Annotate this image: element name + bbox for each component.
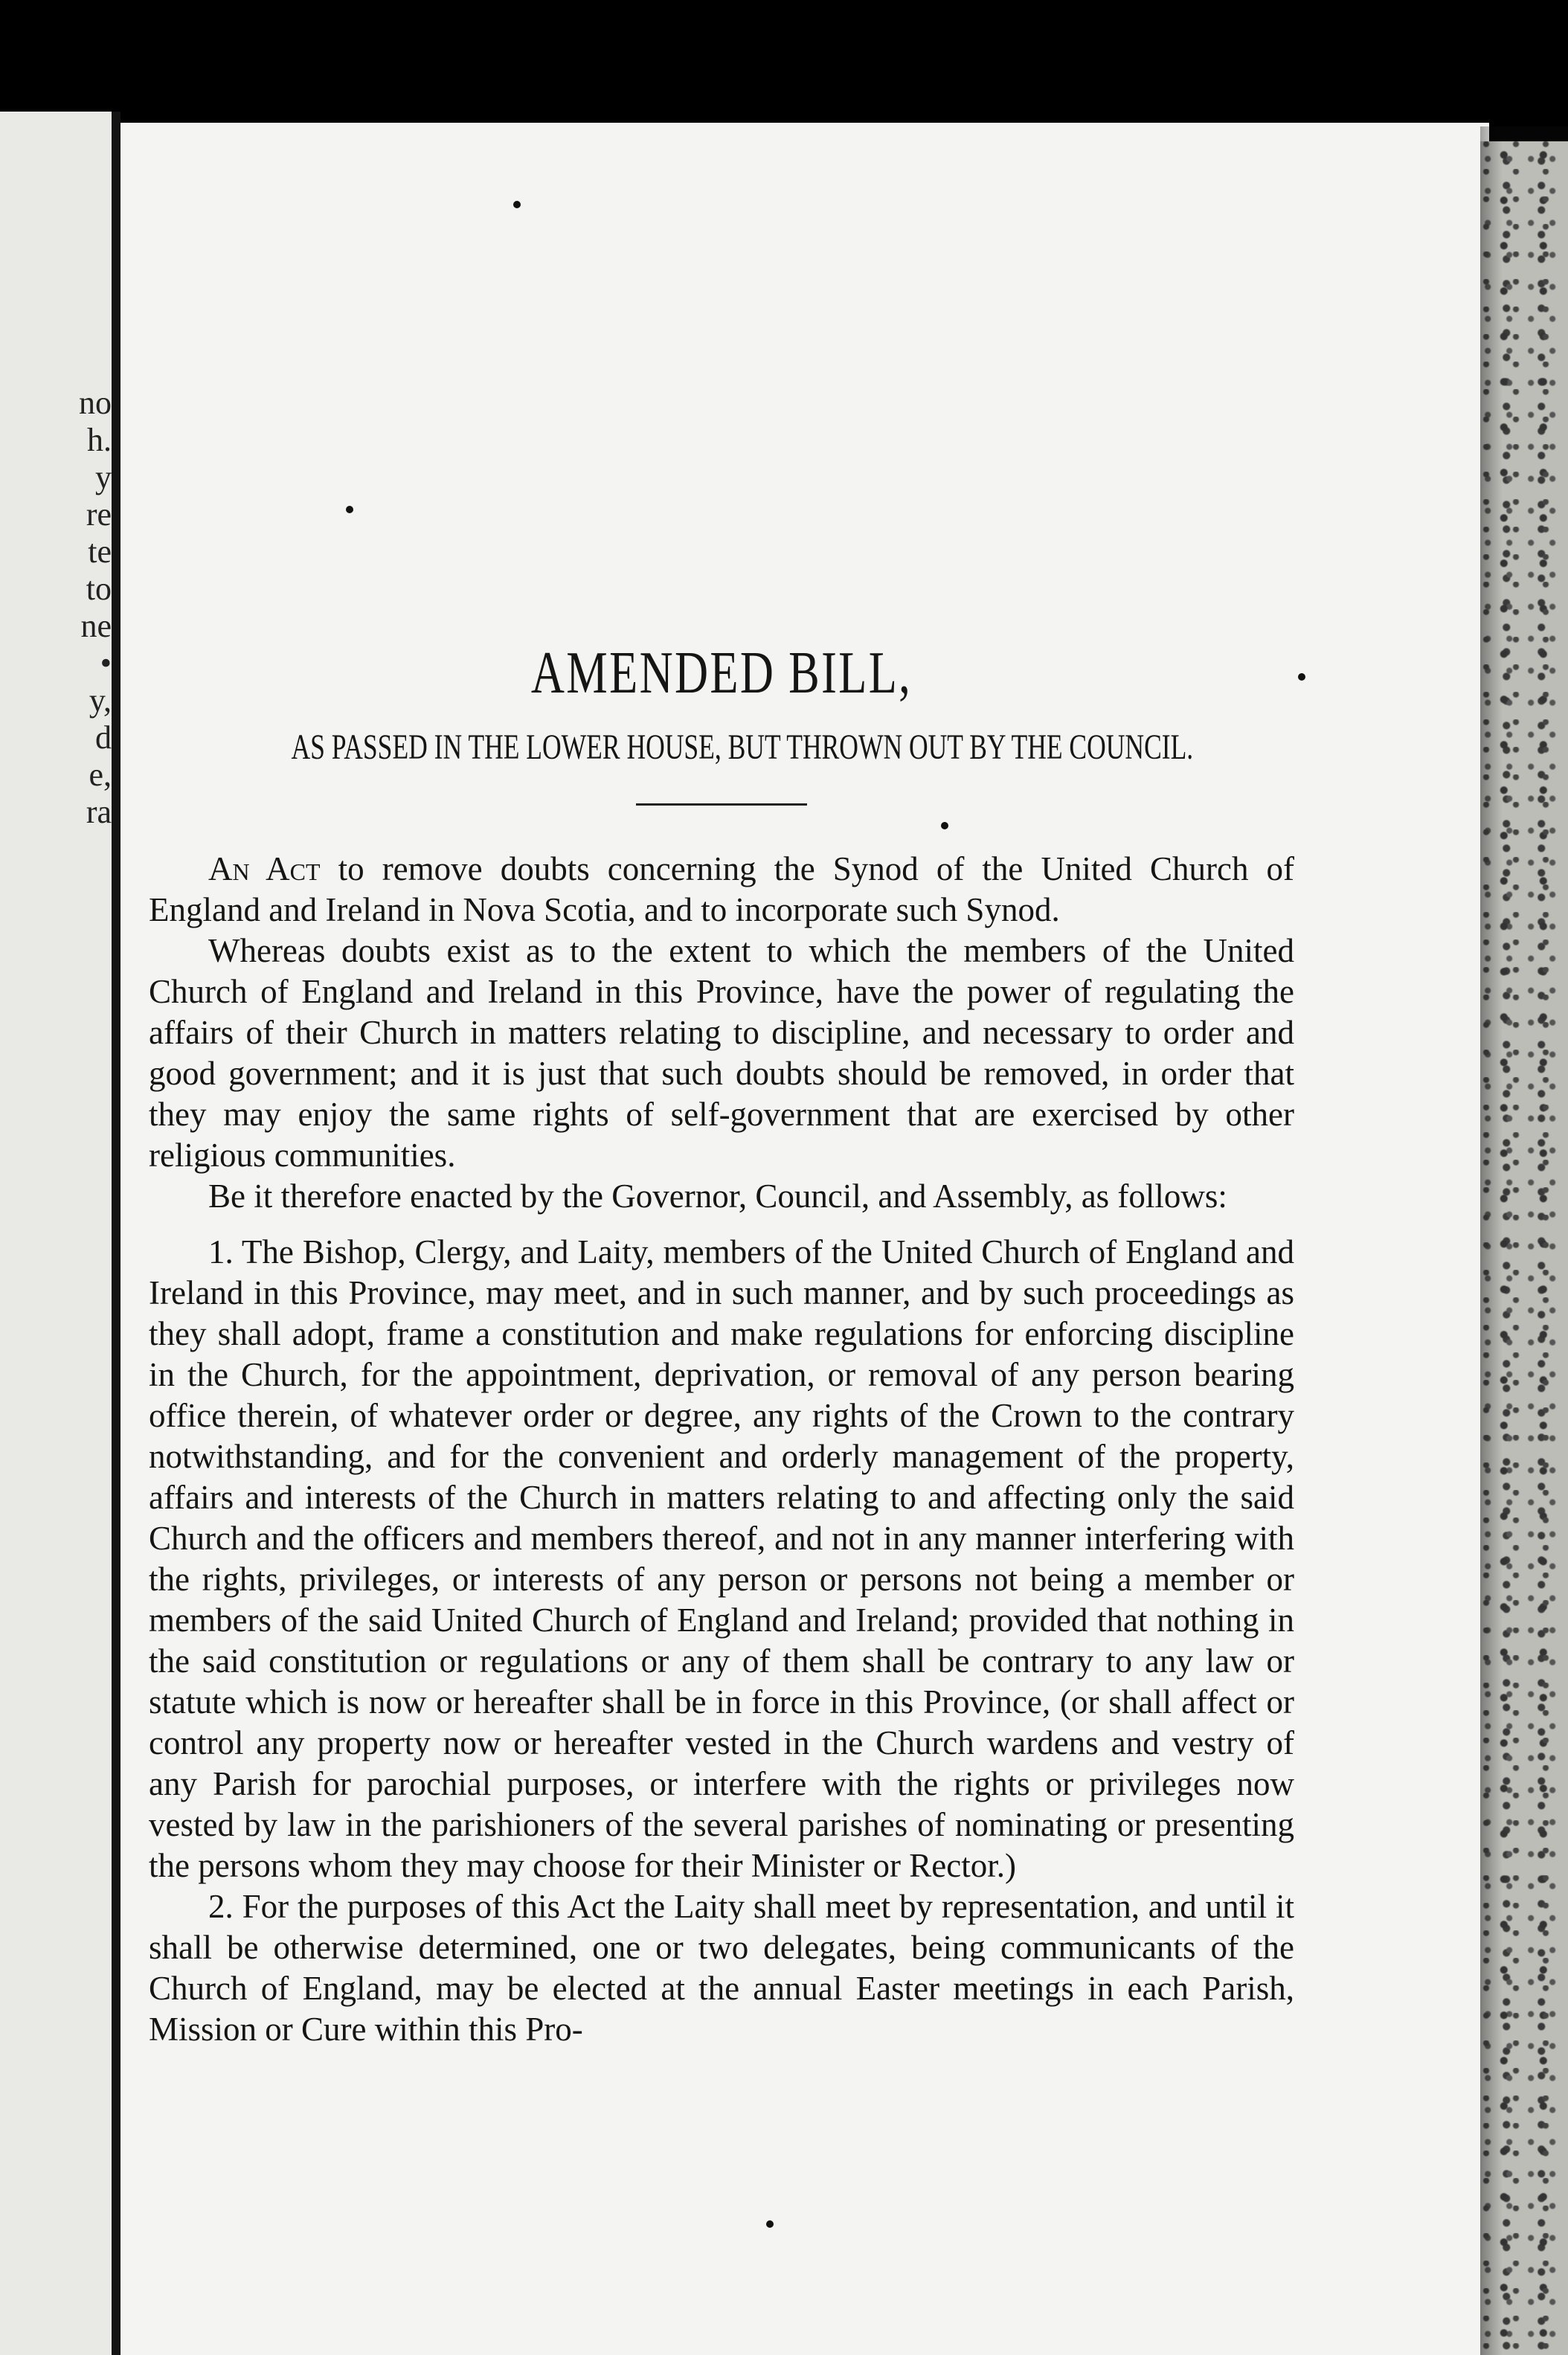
scan-top-band [0, 0, 1568, 126]
facing-page-fragment: e, [89, 756, 112, 793]
facing-page-fragment: h. [87, 422, 112, 458]
facing-page-fragment: te [88, 533, 112, 570]
facing-page-fragment: y, [89, 682, 112, 719]
facing-page-edge [0, 112, 112, 2355]
facing-page-fragment: • [100, 645, 112, 681]
scan-speck [513, 201, 521, 208]
title-divider [636, 803, 807, 806]
facing-page-fragment: to [86, 571, 112, 607]
document-title: AMENDED BILL, [530, 640, 913, 706]
facing-page-fragment: ne [80, 608, 112, 644]
section-2: 2. For the purposes of this Act the Laity shall meet by representation, and until it shall be otherwise determined, one or two delegates, being communicants of the Church of England, may be elected at the annual Easter meetings in each Parish, Mission or Cure within this Pro- [149, 1888, 1294, 2048]
document-subtitle: AS PASSED IN THE LOWER HOUSE, BUT THROWN OUT BY THE COUNCIL. [291, 727, 1194, 767]
section-1: 1. The Bishop, Clergy, and Laity, members of the United Church of England and Ireland in this Province, may meet, and in such manner, and by such proceedings as they shall adopt, frame a constitution and make regulations for enforcing discipline in the Church, for the appointment, deprivation, or removal of any person bearing office therein, of whatever order or degree, any rights of the Crown to the contrary notwithstanding, and for the convenient and orderly management of the property, affairs and interests of the Church in matters relating to and affecting only the said Church and the officers and members thereof, and not in any manner interfering with the rights, privileges, or interests of any person or persons not being a member or members of the said United Church of England and Ireland; provided that nothing in the said constitution or regulations or any of them shall be contrary to any law or statute which is now or hereafter shall be in force in this Province, (or shall affect or control any property now or hereafter vested in the Church wardens and vestry of any Parish for parochial purposes, or interfere with the rights or privileges now vested by law in the parishioners of the several parishes of nominating or presenting the persons whom they may choose for their Minister or Rector.) [149, 1233, 1294, 1884]
act-lead: An Act [208, 850, 321, 887]
facing-page-fragment: no [79, 385, 112, 421]
document-body [149, 640, 1294, 2050]
facing-page-fragment: re [86, 496, 112, 533]
scan-speck [766, 2220, 774, 2228]
facing-page-fragment: ra [86, 794, 112, 830]
whereas-paragraph: Whereas doubts exist as to the extent to which the members of the United Church of England and Ireland in this Province, have the power of regulating the affairs of their Church in matters relating to discipline, and necessary to order and good government; and it is just that such doubts should be removed, in order that they may enjoy the same rights of self-government that are exercised by other religious communities. [149, 932, 1294, 1174]
facing-page-fragment: y [95, 459, 112, 495]
act-preamble [149, 849, 1294, 931]
facing-page-fragment: d [95, 719, 112, 756]
scan-speck [346, 506, 353, 513]
page-edge-shadow [1480, 126, 1503, 2355]
act-preamble-text: to remove doubts concerning the Synod of the United Church of England and Ireland in Nova Scotia, and to incorporate such Synod. [149, 850, 1294, 928]
book-gutter [112, 112, 121, 2355]
enacting-clause: Be it therefore enacted by the Governor, Council, and Assembly, as follows: [208, 1178, 1227, 1215]
scan-speck [1298, 673, 1305, 681]
